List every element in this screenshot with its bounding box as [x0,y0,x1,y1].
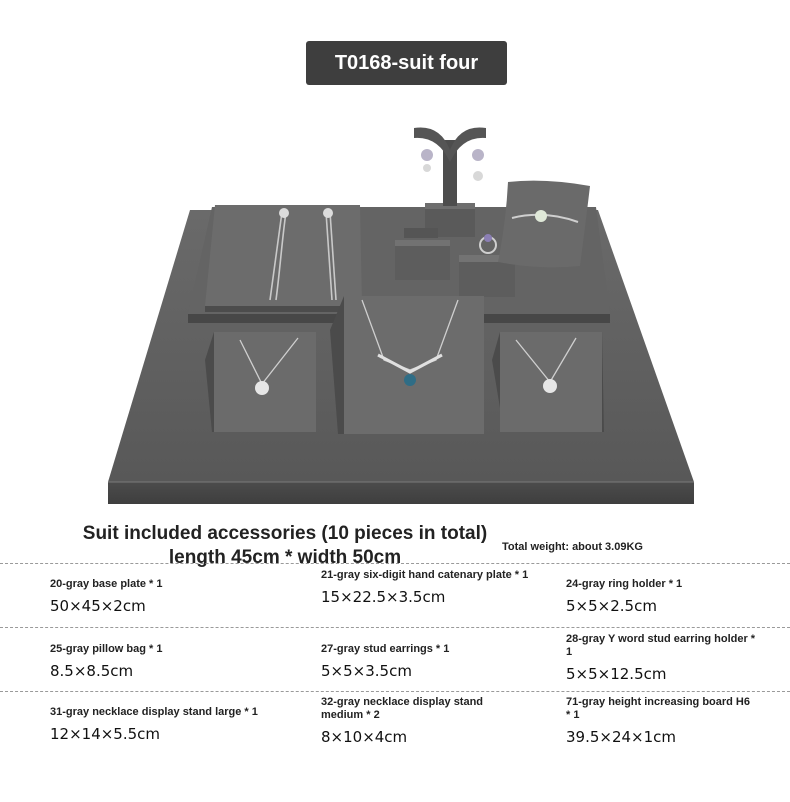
total-weight: Total weight: about 3.09KG [502,541,643,553]
divider [0,691,790,692]
spec-item-pillow-bag [50,643,285,680]
spec-item-base-plate [50,578,285,615]
spec-name: 20-gray base plate * 1 [50,578,163,590]
spec-dims: 5×5×3.5cm [321,662,412,680]
spec-dims: 5×5×2.5cm [566,597,657,615]
spec-item-stud-earrings [321,643,556,680]
divider [0,563,790,564]
spec-dims: 12×14×5.5cm [50,725,161,743]
spec-name: 21-gray six-digit hand catenary plate * 1 [321,569,529,581]
spec-name: 71-gray height increasing board H6 * 1 [566,696,750,721]
spec-name: 25-gray pillow bag * 1 [50,643,163,655]
spec-item-ring-holder [566,578,790,615]
pillow-bag [498,181,590,268]
necklace-stand-large [330,296,484,434]
necklace-stand-medium-right [492,332,604,432]
spec-dims: 8.5×8.5cm [50,662,134,680]
necklace-stand-medium-left [205,332,316,432]
spec-name: 27-gray stud earrings * 1 [321,643,450,655]
suit-heading: Suit included accessories (10 pieces in total) length 45cm * width 50cm [82,523,488,568]
spec-dims: 50×45×2cm [50,597,146,615]
title-text: T0168-suit four [334,51,479,74]
spec-dims: 39.5×24×1cm [566,728,677,746]
spec-name: 28-gray Y word stud earring holder * 1 [566,633,756,658]
divider [0,627,790,628]
spec-item-necklace-stand-large [50,706,285,743]
spec-dims: 5×5×12.5cm [566,665,667,683]
spec-dims: 8×10×4cm [321,728,408,746]
spec-name: 24-gray ring holder * 1 [566,578,683,590]
spec-name: 31-gray necklace display stand large * 1 [50,706,258,718]
spec-item-hand-catenary-plate [321,569,556,606]
spec-name: 32-gray necklace display stand medium * 2 [321,696,484,721]
spec-dims: 15×22.5×3.5cm [321,588,446,606]
spec-item-y-earring-holder [566,633,756,683]
hand-catenary-plate [205,205,362,312]
spec-item-necklace-stand-medium [321,696,511,746]
spec-item-height-board [566,696,756,746]
